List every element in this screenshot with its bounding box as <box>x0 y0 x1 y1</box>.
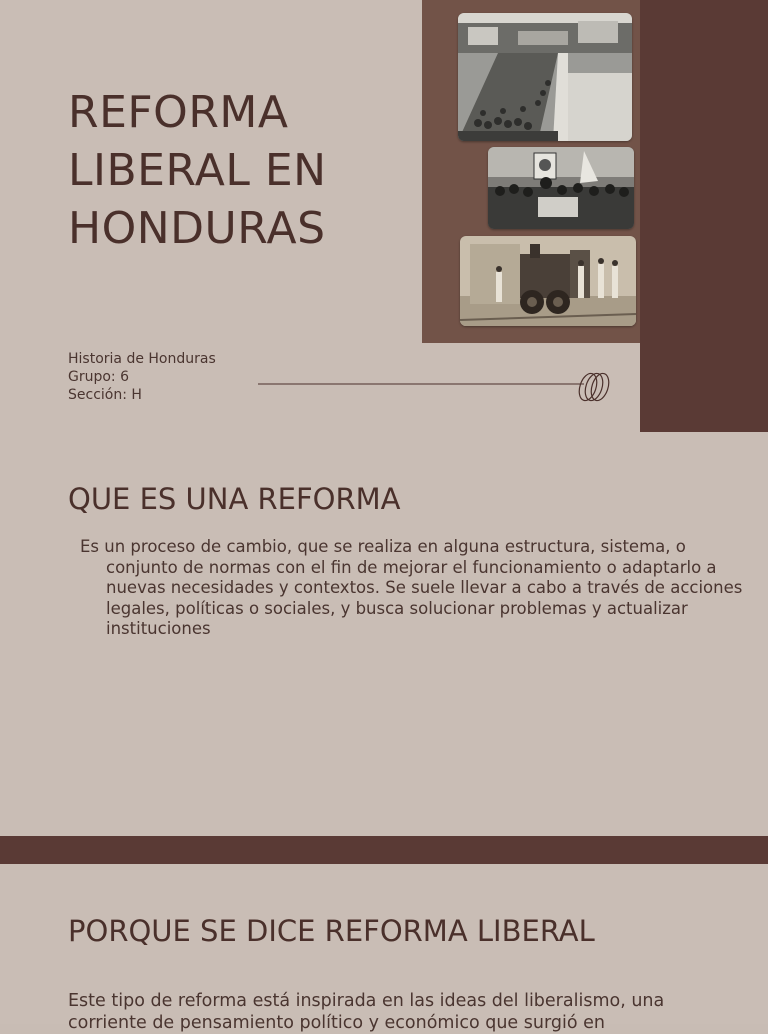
section-letter: Sección: H <box>68 387 142 403</box>
group-number: Grupo: 6 <box>68 369 130 385</box>
course-info <box>68 350 216 404</box>
historic-photo-ceremony <box>488 147 634 229</box>
decorative-line-with-rings <box>258 368 618 408</box>
dark-accent-column <box>640 0 768 432</box>
historic-photo-bridge <box>458 13 632 141</box>
historic-photo-locomotive <box>460 236 636 326</box>
section-body-que-es: Es un proceso de cambio, que se realiza en alguna estructura, sistema, o conjunto de normas con el fin de mejorar el funcionamiento o adaptarlo a nuevas necesidades y contextos. Se suele llevar a cabo a través de acciones legales, políticas o sociales, y busca solucionar problemas y actualizar instituciones <box>80 537 743 638</box>
slide-divider-band <box>0 836 768 864</box>
section-heading-que-es: QUE ES UNA REFORMA <box>68 482 401 516</box>
slide-title: REFORMA LIBERAL EN HONDURAS <box>68 87 327 254</box>
section-heading-porque: PORQUE SE DICE REFORMA LIBERAL <box>68 914 595 948</box>
section-body-porque: Este tipo de reforma está inspirada en las ideas del liberalismo, una corriente de pensamiento político y económico que surgió en <box>68 991 665 1033</box>
course-name: Historia de Honduras <box>68 351 216 367</box>
